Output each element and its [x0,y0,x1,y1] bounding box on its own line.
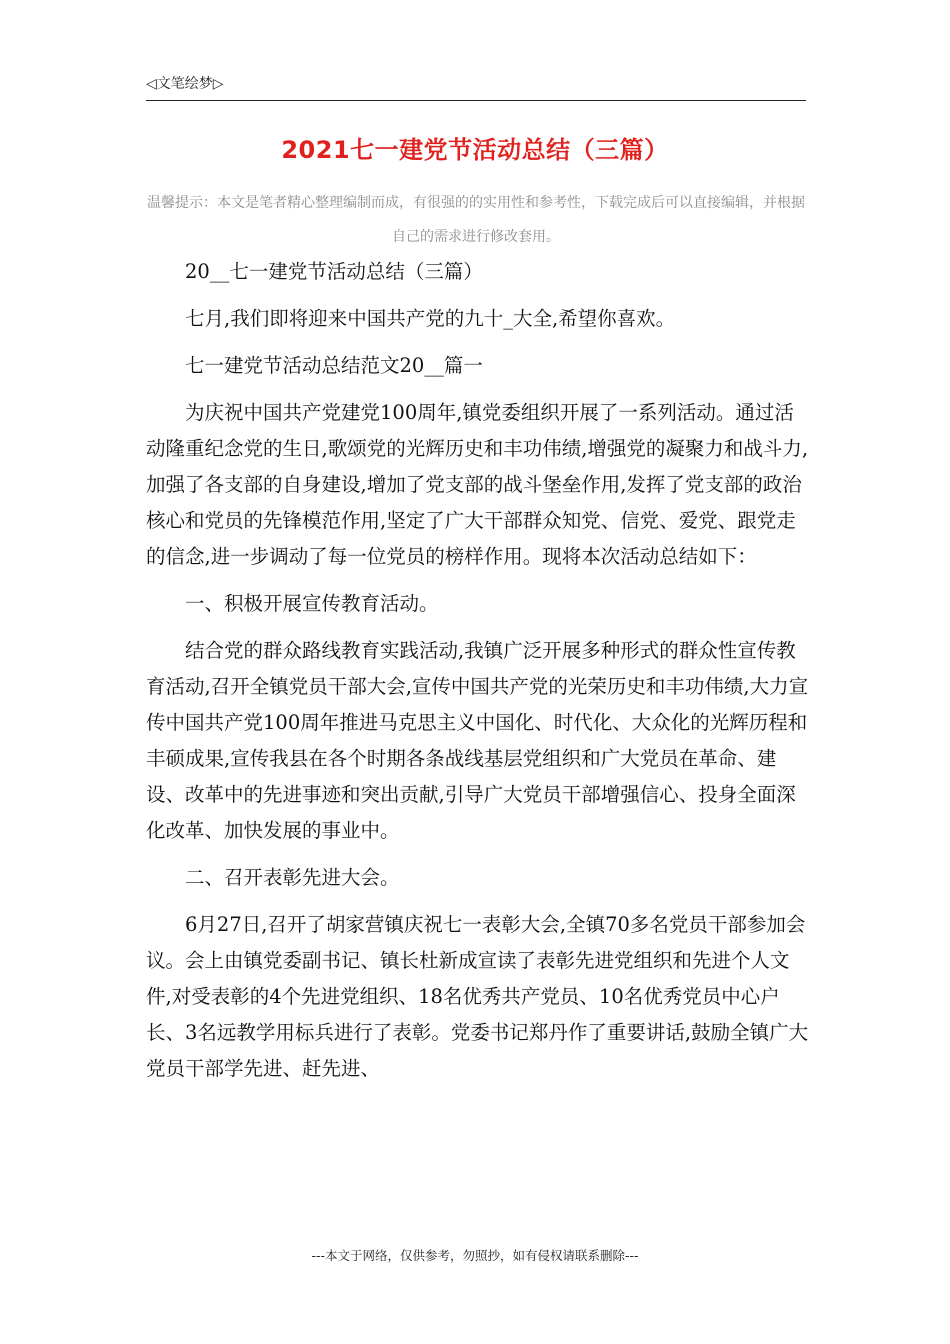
body-paragraph: 结合党的群众路线教育实践活动,我镇广泛开展多种形式的群众性宣传教育活动,召开全镇党员干部大会,宣传中国共产党的光荣历史和丰功伟绩,大力宣传中国共产党100周年推进马克思主义中国化、时代化、大众化的光辉历程和丰硕成果,宣传我县在各个时期各条战线基层党组织和广大党员在革命、建设、改革中的先进事迹和突出贡献,引导广大党员干部增强信心、投身全面深化改革、加快发展的事业中。 [146,639,809,842]
body-paragraph: 七一建党节活动总结范文20__篇一 [185,354,483,377]
document-title: 2021七一建党节活动总结（三篇） [281,136,669,164]
document-body [146,254,810,1098]
brand-logo-text: ◁文笔绘梦▷ [146,76,224,92]
tip-notice: 温馨提示：本文是笔者精心整理编制而成，有很强的的实用性和参考性，下载完成后可以直接编辑，并根据自己的需求进行修改套用。 [147,195,805,245]
page-header [146,74,806,101]
section-heading: 二、召开表彰先进大会。 [185,866,400,889]
body-paragraph: 为庆祝中国共产党建党100周年,镇党委组织开展了一系列活动。通过活动隆重纪念党的生日,歌颂党的光辉历史和丰功伟绩,增强党的凝聚力和战斗力,加强了各支部的自身建设,增加了党支部的战斗堡垒作用,发挥了党支部的政治核心和党员的先锋模范作用,坚定了广大干部群众知党、信党、爱党、跟党走的信念,进一步调动了每一位党员的榜样作用。现将本次活动总结如下： [146,401,809,568]
page-footer: ---本文于网络，仅供参考，勿照抄，如有侵权请联系删除--- [311,1248,639,1263]
body-paragraph: 6月27日,召开了胡家营镇庆祝七一表彰大会,全镇70多名党员干部参加会议。会上由镇党委副书记、镇长杜新成宣读了表彰先进党组织和先进个人文件,对受表彰的4个先进党组织、18名优秀共产党员、10名优秀党员中心户长、3名远教学用标兵进行了表彰。党委书记郑丹作了重要讲话,鼓励全镇广大党员干部学先进、赶先进、 [146,913,809,1080]
body-paragraph: 20__七一建党节活动总结（三篇） [185,260,483,283]
section-heading: 一、积极开展宣传教育活动。 [185,592,439,615]
body-paragraph: 七月,我们即将迎来中国共产党的九十_大全,希望你喜欢。 [185,307,676,330]
